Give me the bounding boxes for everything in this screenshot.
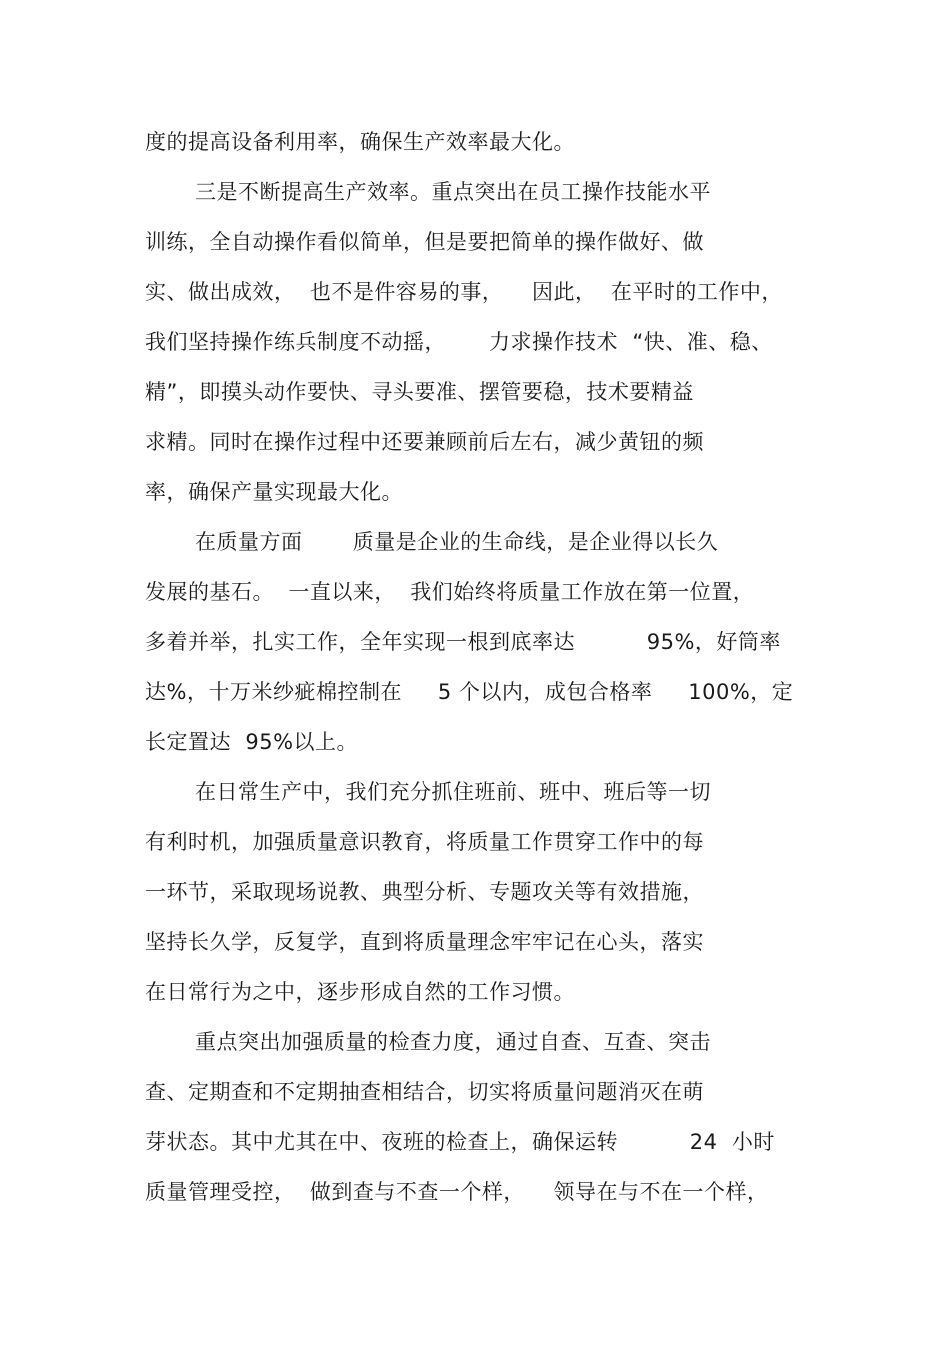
text-line-14: 在日常生产中，我们充分抓住班前、班中、班后等一切 <box>195 780 711 804</box>
text-line-13: 长定置达 95%以上。 <box>145 730 359 754</box>
text-line-15: 有利时机，加强质量意识教育，将质量工作贯穿工作中的每 <box>145 830 704 854</box>
text-line-17: 坚持长久学，反复学，直到将质量理念牢牢记在心头，落实 <box>145 930 704 954</box>
text-line-10: 发展的基石。 一直以来， 我们始终将质量工作放在第一位置， <box>145 580 755 604</box>
text-line-3: 训练，全自动操作看似简单，但是要把简单的操作做好、做 <box>145 230 704 254</box>
text-line-22: 质量管理受控， 做到查与不查一个样， 领导在与不在一个样， <box>145 1180 769 1204</box>
text-line-16: 一环节，采取现场说教、典型分析、专题攻关等有效措施， <box>145 880 704 904</box>
text-line-9: 在质量方面 质量是企业的生命线，是企业得以长久 <box>195 530 719 554</box>
text-line-2: 三是不断提高生产效率。重点突出在员工操作技能水平 <box>195 180 711 204</box>
text-line-5: 我们坚持操作练兵制度不动摇， 力求操作技术 “快、准、稳、 <box>145 330 773 354</box>
text-line-4: 实、做出成效， 也不是件容易的事， 因此， 在平时的工作中， <box>145 280 783 304</box>
text-line-18: 在日常行为之中，逐步形成自然的工作习惯。 <box>145 980 575 1004</box>
text-line-20: 查、定期查和不定期抽查相结合，切实将质量问题消灭在萌 <box>145 1080 704 1104</box>
text-line-1: 度的提高设备利用率，确保生产效率最大化。 <box>145 130 575 154</box>
text-line-11: 多着并举，扎实工作，全年实现一根到底率达 95%，好筒率 <box>145 630 781 654</box>
text-line-21: 芽状态。其中尤其在中、夜班的检查上，确保运转 24 小时 <box>145 1130 775 1154</box>
text-line-6: 精”，即摸头动作要快、寻头要准、摆管要稳，技术要精益 <box>145 380 694 404</box>
text-line-7: 求精。同时在操作过程中还要兼顾前后左右，减少黄钮的频 <box>145 430 704 454</box>
text-line-12: 达%，十万米纱疵棉控制在 5 个以内，成包合格率 100%，定 <box>145 680 794 704</box>
text-line-19: 重点突出加强质量的检查力度，通过自查、互查、突击 <box>195 1030 711 1054</box>
text-line-8: 率，确保产量实现最大化。 <box>145 480 403 504</box>
